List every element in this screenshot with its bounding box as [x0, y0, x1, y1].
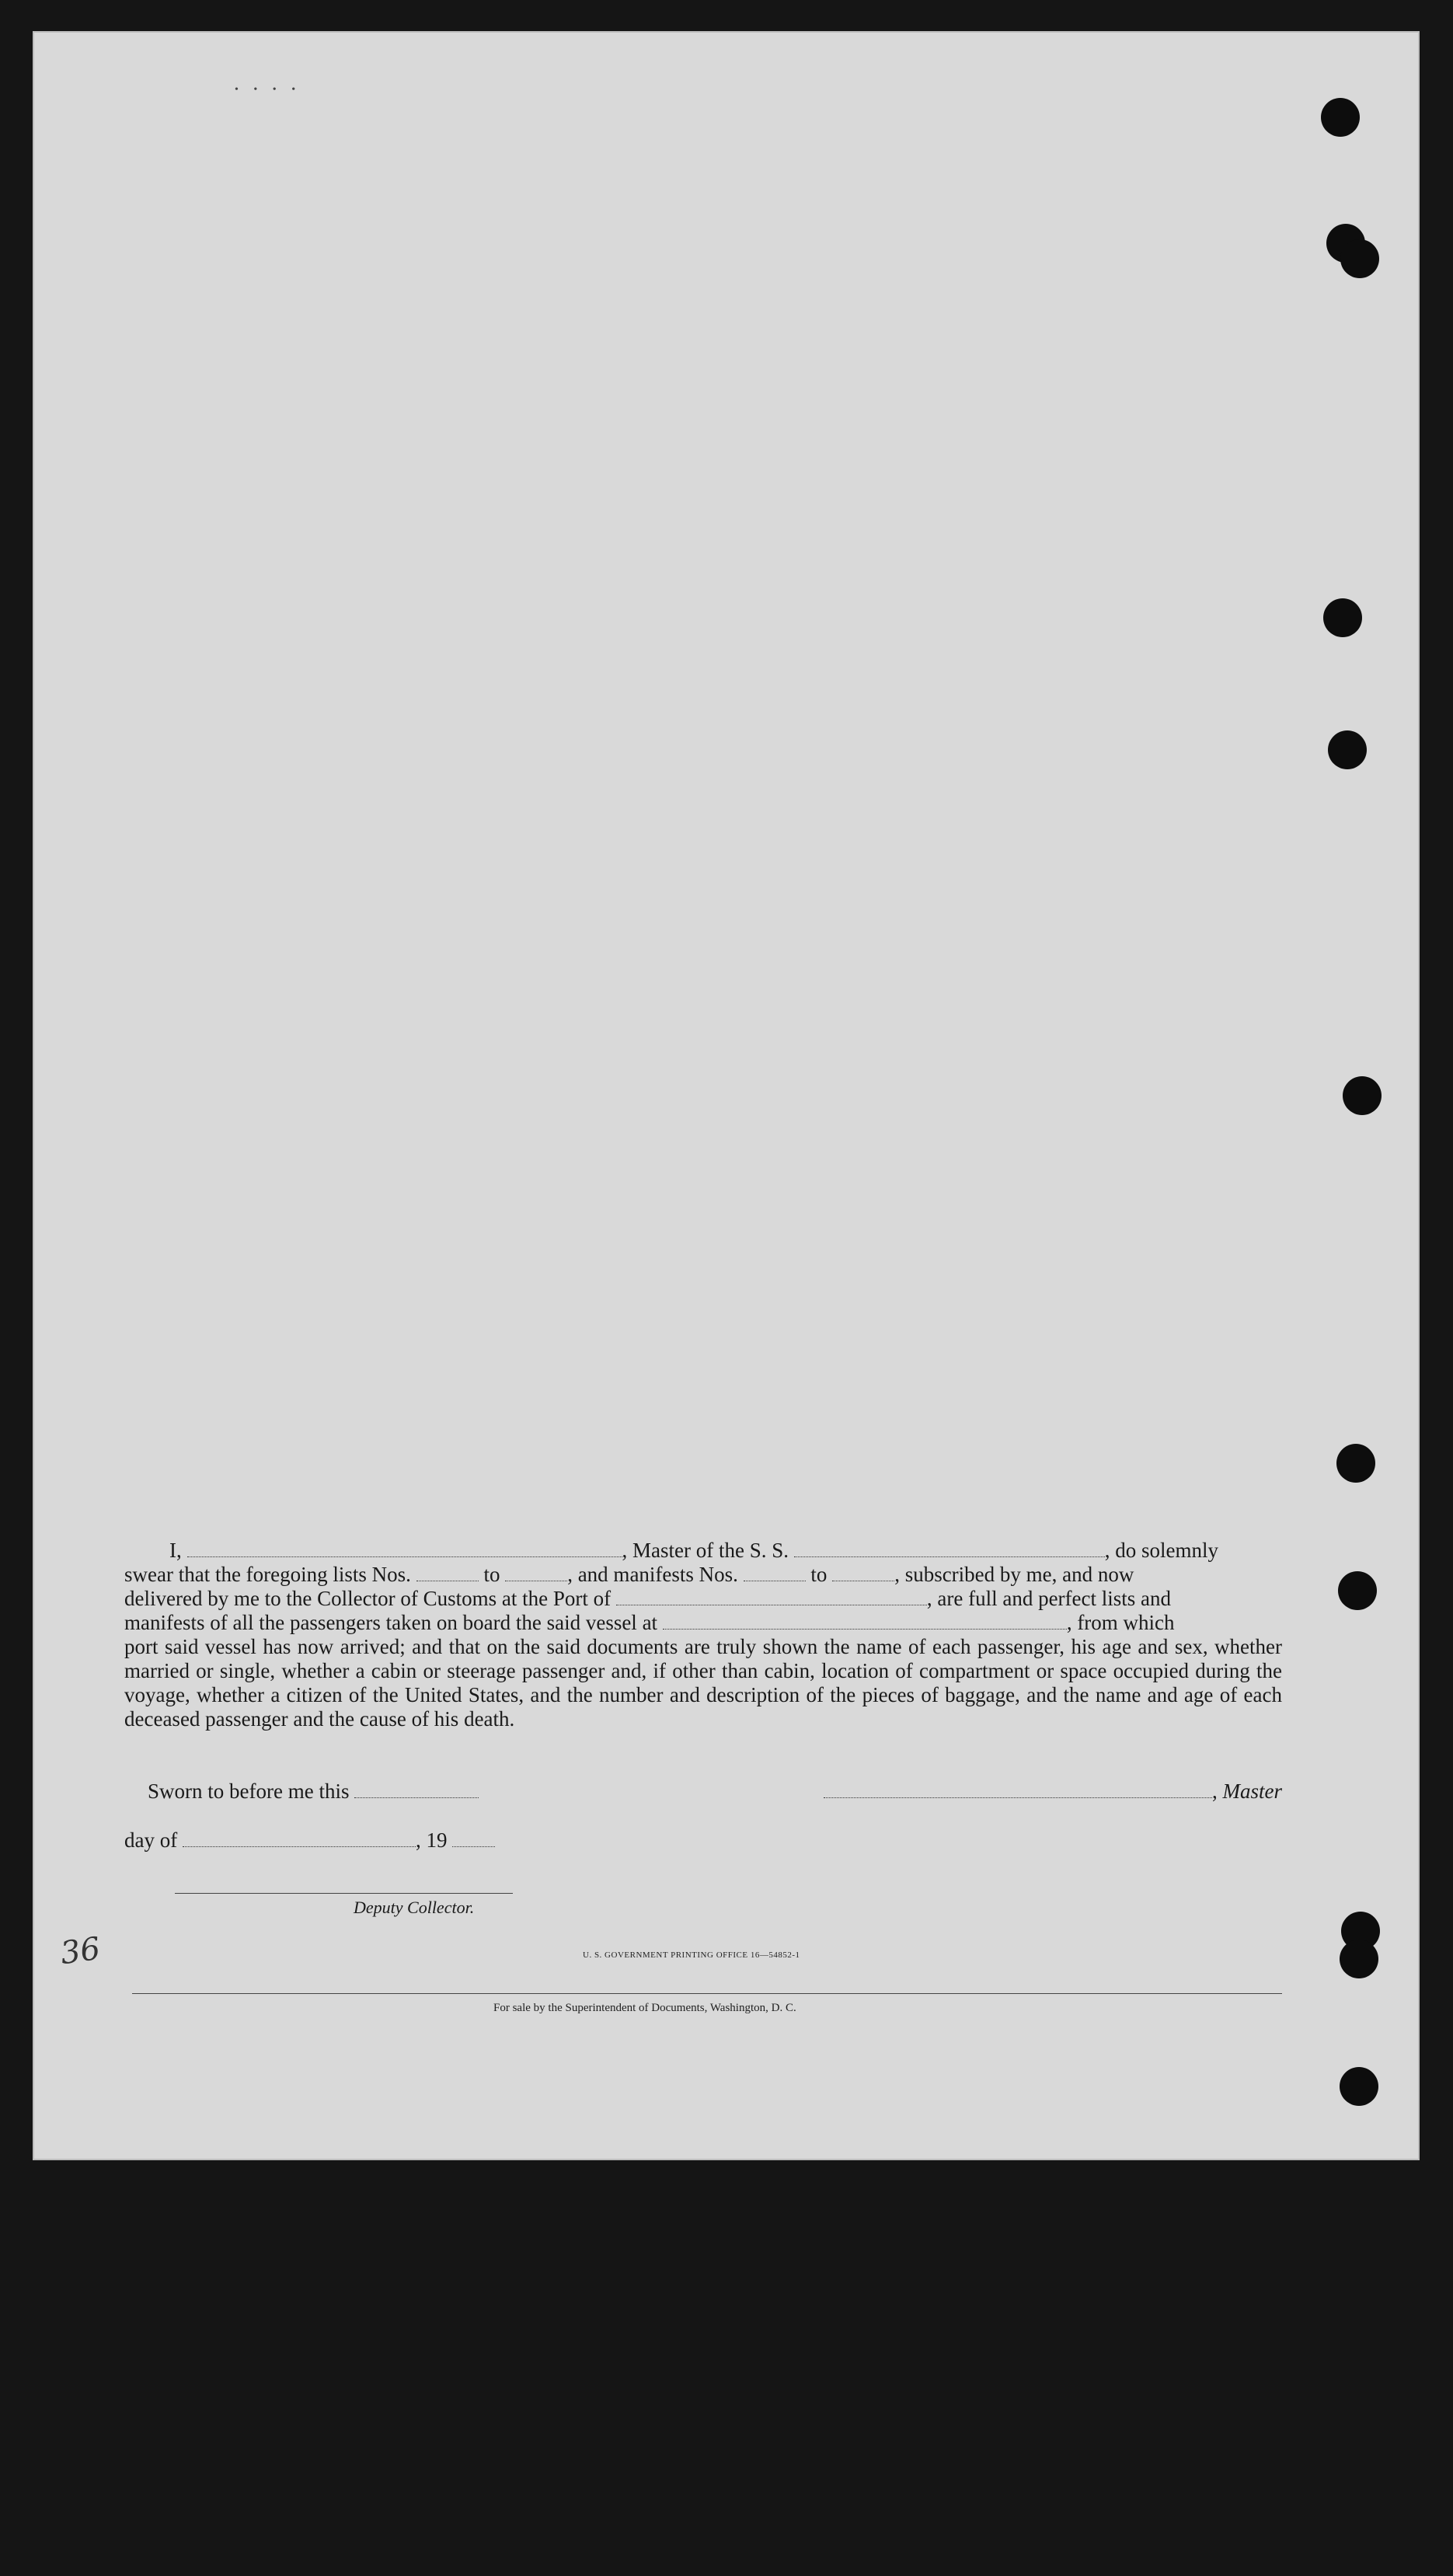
- oath-line2-a: swear that the foregoing lists Nos.: [124, 1563, 411, 1586]
- master-name-blank: [187, 1541, 622, 1557]
- oath-line1-start: I,: [169, 1539, 182, 1562]
- punch-hole: [1321, 98, 1360, 137]
- oath-line2-d: to: [810, 1563, 828, 1586]
- deputy-signature-rule: [175, 1893, 513, 1894]
- oath-line2-c: , and manifests Nos.: [567, 1563, 738, 1586]
- master-signature-blank: [824, 1782, 1212, 1798]
- punch-hole: [1323, 598, 1362, 637]
- oath-line3-a: delivered by me to the Collector of Customs at the Port of: [124, 1587, 612, 1610]
- day-line: [124, 1828, 495, 1853]
- punch-hole: [1340, 2067, 1378, 2106]
- oath-line3-b: , are full and perfect lists and: [926, 1587, 1172, 1610]
- oath-line2-e: , subscribed by me, and now: [894, 1563, 1134, 1586]
- punch-hole: [1336, 1444, 1375, 1483]
- punch-hole: [1338, 1571, 1377, 1610]
- vessel-name-blank: [794, 1541, 1105, 1557]
- handwritten-note: 36: [58, 1930, 103, 1972]
- departure-port-blank: [663, 1613, 1067, 1630]
- month-blank: [183, 1831, 416, 1847]
- sworn-label: Sworn to before me this: [148, 1779, 350, 1803]
- sworn-day-blank: [354, 1782, 479, 1798]
- master-label: Master: [1222, 1779, 1282, 1803]
- sworn-line: [148, 1779, 479, 1804]
- punch-hole: [1343, 1076, 1382, 1115]
- deputy-collector-label: Deputy Collector.: [354, 1898, 475, 1917]
- oath-line1-mid: , Master of the S. S.: [622, 1539, 789, 1562]
- oath-line2-b: to: [483, 1563, 500, 1586]
- punch-hole: [1340, 1940, 1378, 1978]
- oath-line1-end: , do solemnly: [1104, 1539, 1218, 1562]
- day-label: day of: [124, 1828, 178, 1852]
- manifest-from-blank: [744, 1565, 806, 1581]
- year-blank: [452, 1831, 495, 1847]
- list-from-blank: [416, 1565, 479, 1581]
- gpo-imprint: U. S. GOVERNMENT PRINTING OFFICE 16—54852-1: [583, 1950, 800, 1960]
- speck-marks: • • • •: [235, 84, 302, 96]
- oath-line4-a: manifests of all the passengers taken on board the said vessel at: [124, 1611, 658, 1634]
- sale-notice: For sale by the Superintendent of Documents, Washington, D. C.: [493, 2002, 796, 2014]
- oath-body: port said vessel has now arrived; and that on the said documents are truly shown the name of each passenger, his age and sex, whether married or single, whether a cabin or steerage passenger and, if other than cabin, location of compartment or space occupied during the voyage, whether a citizen of the United States, and the number and description of the pieces of baggage, and the name and age of each deceased passenger and the cause of his death.: [124, 1635, 1282, 1731]
- punch-hole: [1328, 730, 1367, 769]
- punch-hole: [1340, 239, 1379, 278]
- oath-line4-b: , from which: [1066, 1611, 1175, 1634]
- list-to-blank: [505, 1565, 567, 1581]
- bottom-rule: [132, 1993, 1282, 1994]
- manifest-to-blank: [832, 1565, 894, 1581]
- port-blank: [616, 1589, 927, 1605]
- year-prefix: , 19: [415, 1828, 448, 1852]
- oath-text: [124, 1539, 1282, 1731]
- master-signature-line: , Master: [800, 1779, 1282, 1804]
